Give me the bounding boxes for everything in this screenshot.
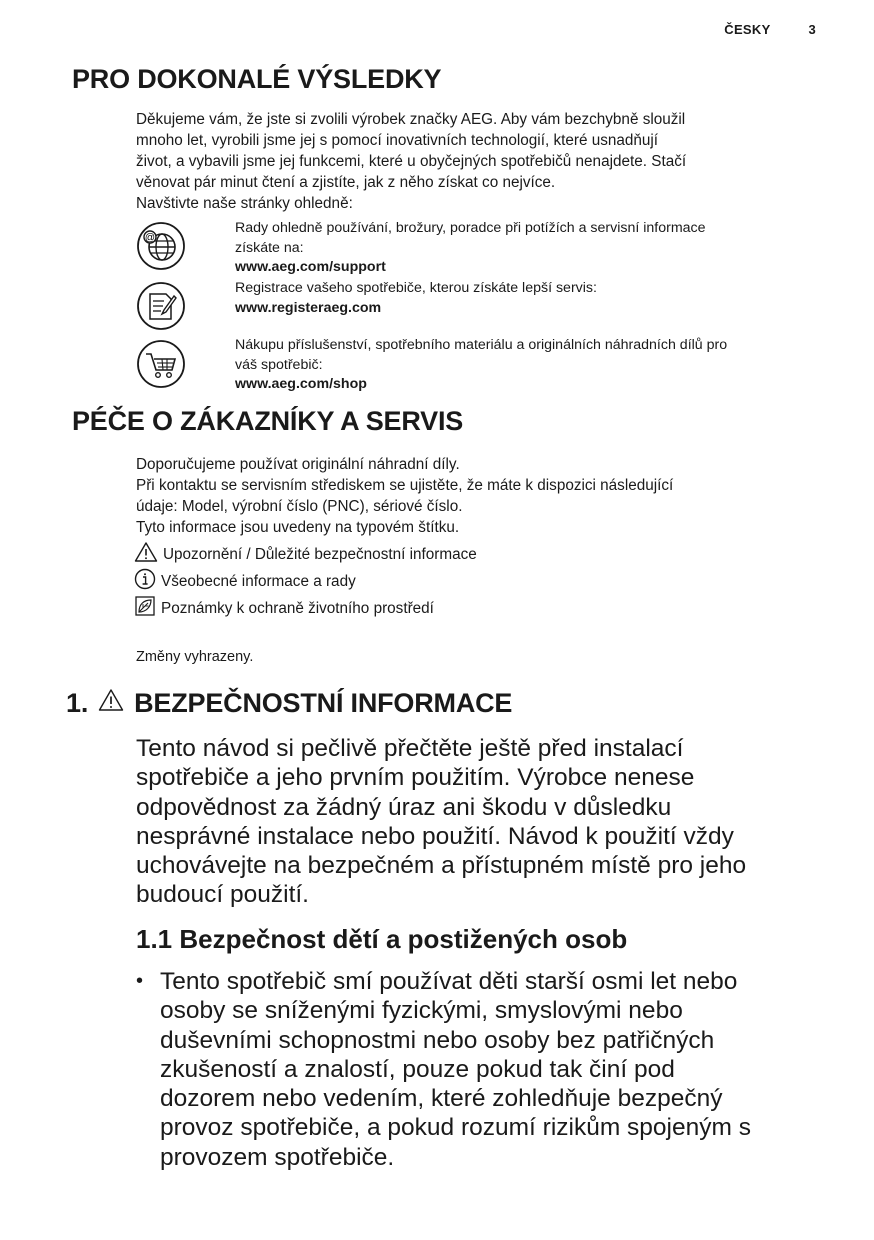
- info-icon: [134, 568, 156, 595]
- safety-line: Tento návod si pečlivě přečtěte ještě před instalací: [136, 735, 684, 762]
- legend-warning: [134, 541, 477, 568]
- bullet-line: osoby se sníženými fyzickými, smyslovými nebo: [160, 997, 683, 1025]
- support-link[interactable]: www.aeg.com/support: [235, 259, 386, 275]
- safety-intro: [136, 734, 826, 910]
- leaf-icon: [134, 595, 156, 622]
- section-number: 1.: [66, 688, 89, 718]
- section-title-care: PÉČE O ZÁKAZNÍKY A SERVIS: [72, 406, 464, 436]
- intro-line: mnoho let, vyrobili jsme jej s pomocí inovativních technologií, které usnadňují: [136, 132, 659, 149]
- shopping-cart-icon: [136, 339, 186, 389]
- svg-text:@: @: [144, 232, 156, 244]
- bullet-line: duševními schopnostmi nebo osoby bez patřičných: [160, 1026, 715, 1054]
- link-text: [235, 279, 825, 318]
- safety-line: nesprávné instalace nebo použití. Návod k použití vždy: [136, 822, 734, 850]
- bullet-line: dozorem nebo vedením, které zohledňuje bezpečný: [160, 1085, 723, 1113]
- intro-line: Děkujeme vám, že jste si zvolili výrobek značky AEG. Aby vám bezchybně sloužil: [136, 111, 686, 128]
- changes-note: Změny vyhrazeny.: [136, 649, 254, 665]
- globe-at-icon: [136, 221, 186, 271]
- care-line: údaje: Model, výrobní číslo (PNC), sériové číslo.: [136, 498, 463, 515]
- safety-line: uchovávejte na bezpečném a přístupném místě pro jeho: [136, 852, 747, 880]
- link-text: [235, 336, 825, 395]
- section-heading-text: BEZPEČNOSTNÍ INFORMACE: [134, 688, 513, 718]
- legend-environment: [134, 595, 434, 622]
- link-description: získáte na:: [235, 239, 304, 256]
- bullet-line: Tento spotřebič smí používat děti starší osmi let nebo: [160, 968, 738, 995]
- link-text: [235, 219, 825, 278]
- safety-line: budoucí použití.: [136, 881, 309, 909]
- register-link[interactable]: www.registeraeg.com: [235, 299, 382, 316]
- care-line: Tyto informace jsou uvedeny na typovém štítku.: [136, 519, 460, 536]
- bullet-line: zkušeností a znalostí, pouze pokud tak činí pod: [160, 1055, 675, 1083]
- link-description: váš spotřebič:: [235, 356, 323, 373]
- intro-line: Navštivte naše stránky ohledně:: [136, 195, 353, 212]
- link-description: Nákupu příslušenství, spotřebního materiálu a originálních náhradních dílů pro: [235, 337, 728, 353]
- safety-line: spotřebiče a jeho prvním použitím. Výrobce nenese: [136, 764, 695, 792]
- legend-label: Upozornění / Důležité bezpečnostní informace: [163, 545, 477, 563]
- care-text: [136, 454, 826, 538]
- bullet-symbol: •: [136, 970, 144, 992]
- intro-line: život, a vybavili jsme jej funkcemi, které u obyčejných spotřebičů nenajdete. Stačí: [136, 153, 687, 170]
- care-line: Při kontaktu se servisním střediskem se ujistěte, že máte k dispozici následující: [136, 477, 674, 494]
- subsection-title: 1.1 Bezpečnost dětí a postižených osob: [136, 924, 628, 954]
- warning-icon: [134, 541, 158, 568]
- page-header: [724, 22, 816, 37]
- care-line: Doporučujeme používat originální náhradní díly.: [136, 456, 460, 473]
- safety-line: odpovědnost za žádný úraz ani škodu v důsledku: [136, 793, 672, 821]
- page-number: 3: [808, 22, 816, 37]
- section-title-safety: [66, 688, 512, 719]
- section-title-results: PRO DOKONALÉ VÝSLEDKY: [72, 64, 442, 94]
- bullet-line: provozem spotřebiče.: [160, 1143, 395, 1171]
- link-description: Registrace vašeho spotřebiče, kterou získáte lepší servis:: [235, 280, 597, 296]
- legend-label: Poznámky k ochraně životního prostředí: [161, 599, 434, 617]
- language-label: ČESKY: [724, 22, 771, 37]
- bullet-line: provoz spotřebiče, a pokud rozumí rizikům spojeným s: [160, 1114, 751, 1142]
- shop-link[interactable]: www.aeg.com/shop: [235, 376, 367, 392]
- legend-label: Všeobecné informace a rady: [161, 572, 356, 590]
- registration-form-icon: [136, 281, 186, 331]
- intro-line: věnovat pár minut čtení a zjistíte, jak z něho získat co nejvíce.: [136, 174, 556, 191]
- bullet-text: [160, 967, 830, 1172]
- link-description: Rady ohledně používání, brožury, poradce při potížích a servisní informace: [235, 220, 706, 236]
- warning-icon: [96, 688, 126, 719]
- legend-info: [134, 568, 356, 595]
- results-intro: [136, 109, 826, 214]
